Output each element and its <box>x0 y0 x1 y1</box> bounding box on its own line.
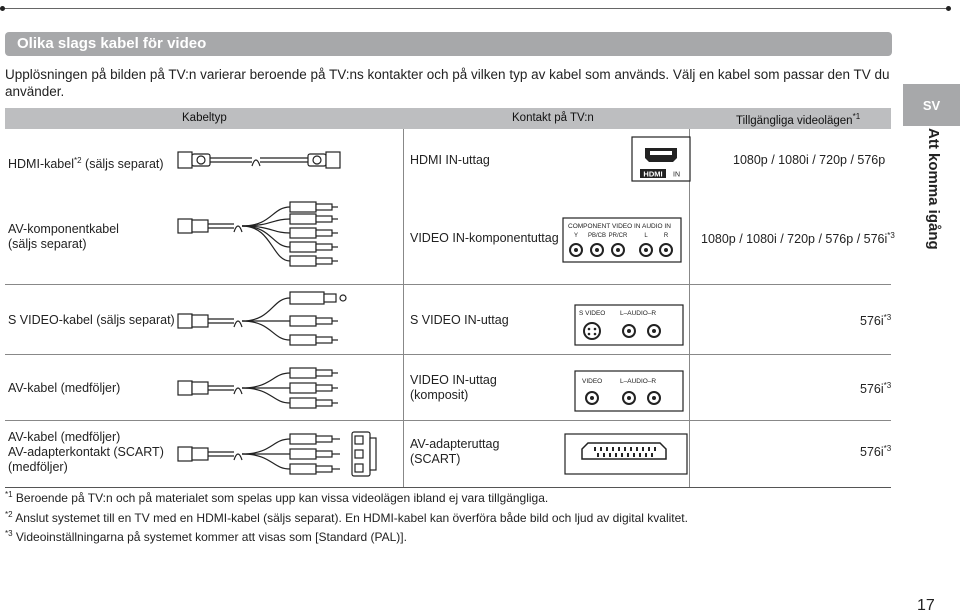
svg-text:Y: Y <box>573 233 579 239</box>
rule-dot-left <box>0 6 5 11</box>
video-modes-hdmi: 1080p / 1080i / 720p / 576p <box>733 153 886 167</box>
component-port-panel <box>562 217 682 263</box>
header-cable-type: Kabeltyp <box>182 112 227 124</box>
row-divider <box>5 284 891 285</box>
header-tv-connector: Kontakt på TV:n <box>512 112 594 124</box>
footnote-3: $^{*3}$ Videoinställningarna på systemet kommer att visas som [Standard (PAL)]. <box>5 529 407 544</box>
intro-text: Upplösningen på bilden på TV:n varierar beroende på TV:ns kontakter och på vilken typ av kabel som används. Välj en kabel som passar den TV du använder. <box>5 67 890 99</box>
svg-text:L: L <box>644 233 648 239</box>
row-divider <box>5 420 891 421</box>
cable-name-svideo: S VIDEO-kabel (säljs separat) <box>8 313 175 327</box>
svg-text:PB/CB: PB/CB <box>587 233 607 239</box>
row-divider <box>5 354 891 355</box>
footnote-2: $^{*2}$ Anslut systemet till en TV med en HDMI-kabel (säljs separat). En HDMI-kabel kan överföra både bild och ljud av digital kvalitet. <box>5 510 688 525</box>
cable-name-av: AV-kabel (medföljer) <box>8 381 121 395</box>
video-modes-svideo: $576i^{*3}$ <box>860 313 892 329</box>
section-title: Olika slags kabel för video <box>17 35 207 52</box>
svg-text:L–AUDIO–R: L–AUDIO–R <box>620 310 657 317</box>
video-modes-av: $576i^{*3}$ <box>860 381 892 397</box>
svg-text:AUDIO IN: AUDIO IN <box>642 223 671 230</box>
svg-text:L–AUDIO–R: L–AUDIO–R <box>620 378 657 385</box>
scart-port-panel <box>564 433 688 475</box>
connector-name-scart: AV-adapteruttag (SCART) <box>410 437 500 466</box>
footnote-1: $^{*1}$ Beroende på TV:n och på materialet som spelas upp kan vissa videolägen ibland ej vara tillgängliga. <box>5 490 549 505</box>
page-number: 17 <box>917 597 935 614</box>
rule-dot-right <box>946 6 951 11</box>
connector-name-hdmi: HDMI IN-uttag <box>410 153 490 167</box>
language-tab: SV <box>903 84 960 126</box>
connector-name-av: VIDEO IN-uttag (komposit) <box>410 373 497 402</box>
top-rule <box>0 8 948 9</box>
av-cable-illustration <box>172 364 354 412</box>
svg-text:PR/CR: PR/CR <box>608 233 628 239</box>
av-scart-cable-illustration <box>172 430 392 478</box>
svideo-port-panel <box>574 304 684 346</box>
svg-text:S VIDEO: S VIDEO <box>579 310 606 317</box>
hdmi-port-panel <box>631 136 691 182</box>
cable-name-hdmi: HDMI-kabel$^{*2}$ (säljs separat) <box>8 156 164 172</box>
svg-text:R: R <box>663 233 669 239</box>
cable-name-component: AV-komponentkabel (säljs separat) <box>8 222 119 251</box>
svg-text:HDMI: HDMI <box>643 169 663 179</box>
header-video-modes: Tillgängliga videolägen$^{*1}$ <box>736 112 861 127</box>
column-divider <box>403 129 404 487</box>
svideo-cable-illustration <box>172 290 354 350</box>
svg-text:VIDEO: VIDEO <box>582 378 603 385</box>
composite-port-panel <box>574 370 684 412</box>
svg-text:COMPONENT VIDEO IN: COMPONENT VIDEO IN <box>568 223 641 230</box>
video-modes-av-scart: $576i^{*3}$ <box>860 444 892 460</box>
column-divider <box>689 129 690 487</box>
hdmi-cable-illustration <box>172 145 354 175</box>
video-modes-component: $1080p / 1080i / 720p / 576p / 576i^{*3}$ <box>701 231 895 247</box>
cable-name-av-scart: AV-kabel (medföljer) AV-adapterkontakt (SCART) (medföljer) <box>8 430 164 474</box>
svg-text:IN: IN <box>673 171 680 179</box>
connector-name-component: VIDEO IN-komponentuttag <box>410 231 559 245</box>
connector-name-svideo: S VIDEO IN-uttag <box>410 313 509 327</box>
chapter-label: Att komma igång <box>925 128 942 250</box>
table-bottom-rule <box>5 487 891 488</box>
component-cable-illustration <box>172 195 354 275</box>
